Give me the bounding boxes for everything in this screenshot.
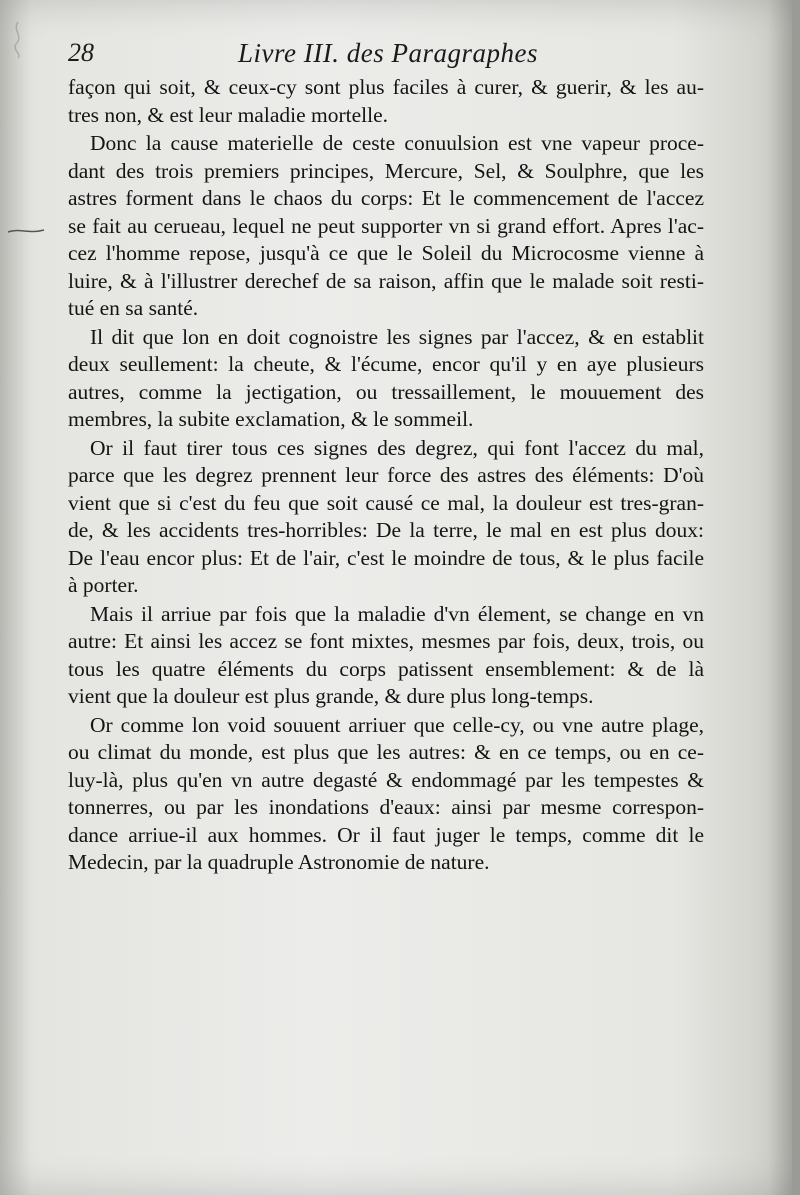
running-title: Livre III. des Paragraphes: [238, 38, 538, 68]
paragraph: [68, 435, 704, 600]
text-line: Il dit que lon en doit cognoistre les signes par l'accez, & en establit: [90, 324, 704, 349]
margin-pointer-mark: [6, 226, 46, 236]
text-line: Or il faut tirer tous ces signes des degrez, qui font l'accez du mal,: [90, 435, 704, 460]
text-line: cez l'homme repose, jusqu'à ce que le Soleil du Microcosme vienne à: [68, 241, 704, 265]
page-number: 28: [68, 38, 94, 67]
paragraph: [68, 324, 704, 434]
text-line: Donc la cause materielle de ceste conuulsion est vne vapeur proce-: [90, 131, 704, 155]
text-line: dant des trois premiers principes, Mercure, Sel, & Soulphre, que les: [68, 158, 704, 183]
text-line: tué en sa santé.: [68, 296, 199, 320]
text-line: vient que si c'est du feu que soit causé ce mal, la douleur est tres-gran-: [68, 490, 704, 515]
text-line: Or comme lon void souuent arriuer que celle-cy, ou vne autre plage,: [90, 712, 704, 737]
text-line: membres, la subite exclamation, & le sommeil.: [68, 407, 474, 431]
body-text: [68, 74, 704, 878]
text-line: tous les quatre éléments du corps patissent ensemblement: & de là: [68, 656, 704, 681]
text-line: à porter.: [68, 573, 139, 597]
text-line: autres, comme la jectigation, ou tressaillement, le mouuement des: [68, 379, 704, 404]
paragraph: [68, 74, 704, 129]
text-line: façon qui soit, & ceux-cy sont plus faciles à curer, & guerir, & les au-: [68, 75, 704, 99]
text-line: autre: Et ainsi les accez se font mixtes, mesmes par fois, deux, trois, ou: [68, 629, 704, 653]
text-line: luy-là, plus qu'en vn autre degasté & endommagé par les tempestes &: [68, 767, 704, 792]
text-line: parce que les degrez prennent leur force des astres des éléments: D'où: [68, 463, 704, 487]
running-header: [68, 38, 750, 78]
paragraph: [68, 712, 704, 877]
text-line: ou climat du monde, est plus que les autres: & en ce temps, ou en ce-: [68, 740, 704, 764]
text-line: astres forment dans le chaos du corps: Et le commencement de l'accez: [68, 186, 704, 210]
paragraph: [68, 130, 704, 323]
text-line: tonnerres, ou par les inondations d'eaux: ainsi par mesme correspon-: [68, 795, 704, 819]
text-line: dance arriue-il aux hommes. Or il faut juger le temps, comme dit le: [68, 822, 704, 847]
text-line: Mais il arriue par fois que la maladie d'vn élement, se change en vn: [90, 601, 704, 626]
text-line: tres non, & est leur maladie mortelle.: [68, 102, 389, 127]
binding-stain: [10, 20, 26, 60]
text-line: Medecin, par la quadruple Astronomie de nature.: [68, 850, 490, 874]
text-line: luire, & à l'illustrer derechef de sa raison, affin que le malade soit resti-: [68, 268, 704, 293]
text-line: De l'eau encor plus: Et de l'air, c'est le moindre de tous, & le plus facile: [68, 545, 704, 570]
text-line: se fait au cerueau, lequel ne peut supporter vn si grand effort. Apres l'ac-: [68, 213, 704, 238]
text-line: de, & les accidents tres-horribles: De la terre, le mal en est plus doux:: [68, 518, 704, 542]
text-line: deux seullement: la cheute, & l'écume, encor qu'il y en aye plusieurs: [68, 352, 704, 376]
text-line: vient que la douleur est plus grande, & dure plus long-temps.: [68, 684, 594, 708]
paragraph: [68, 601, 704, 711]
